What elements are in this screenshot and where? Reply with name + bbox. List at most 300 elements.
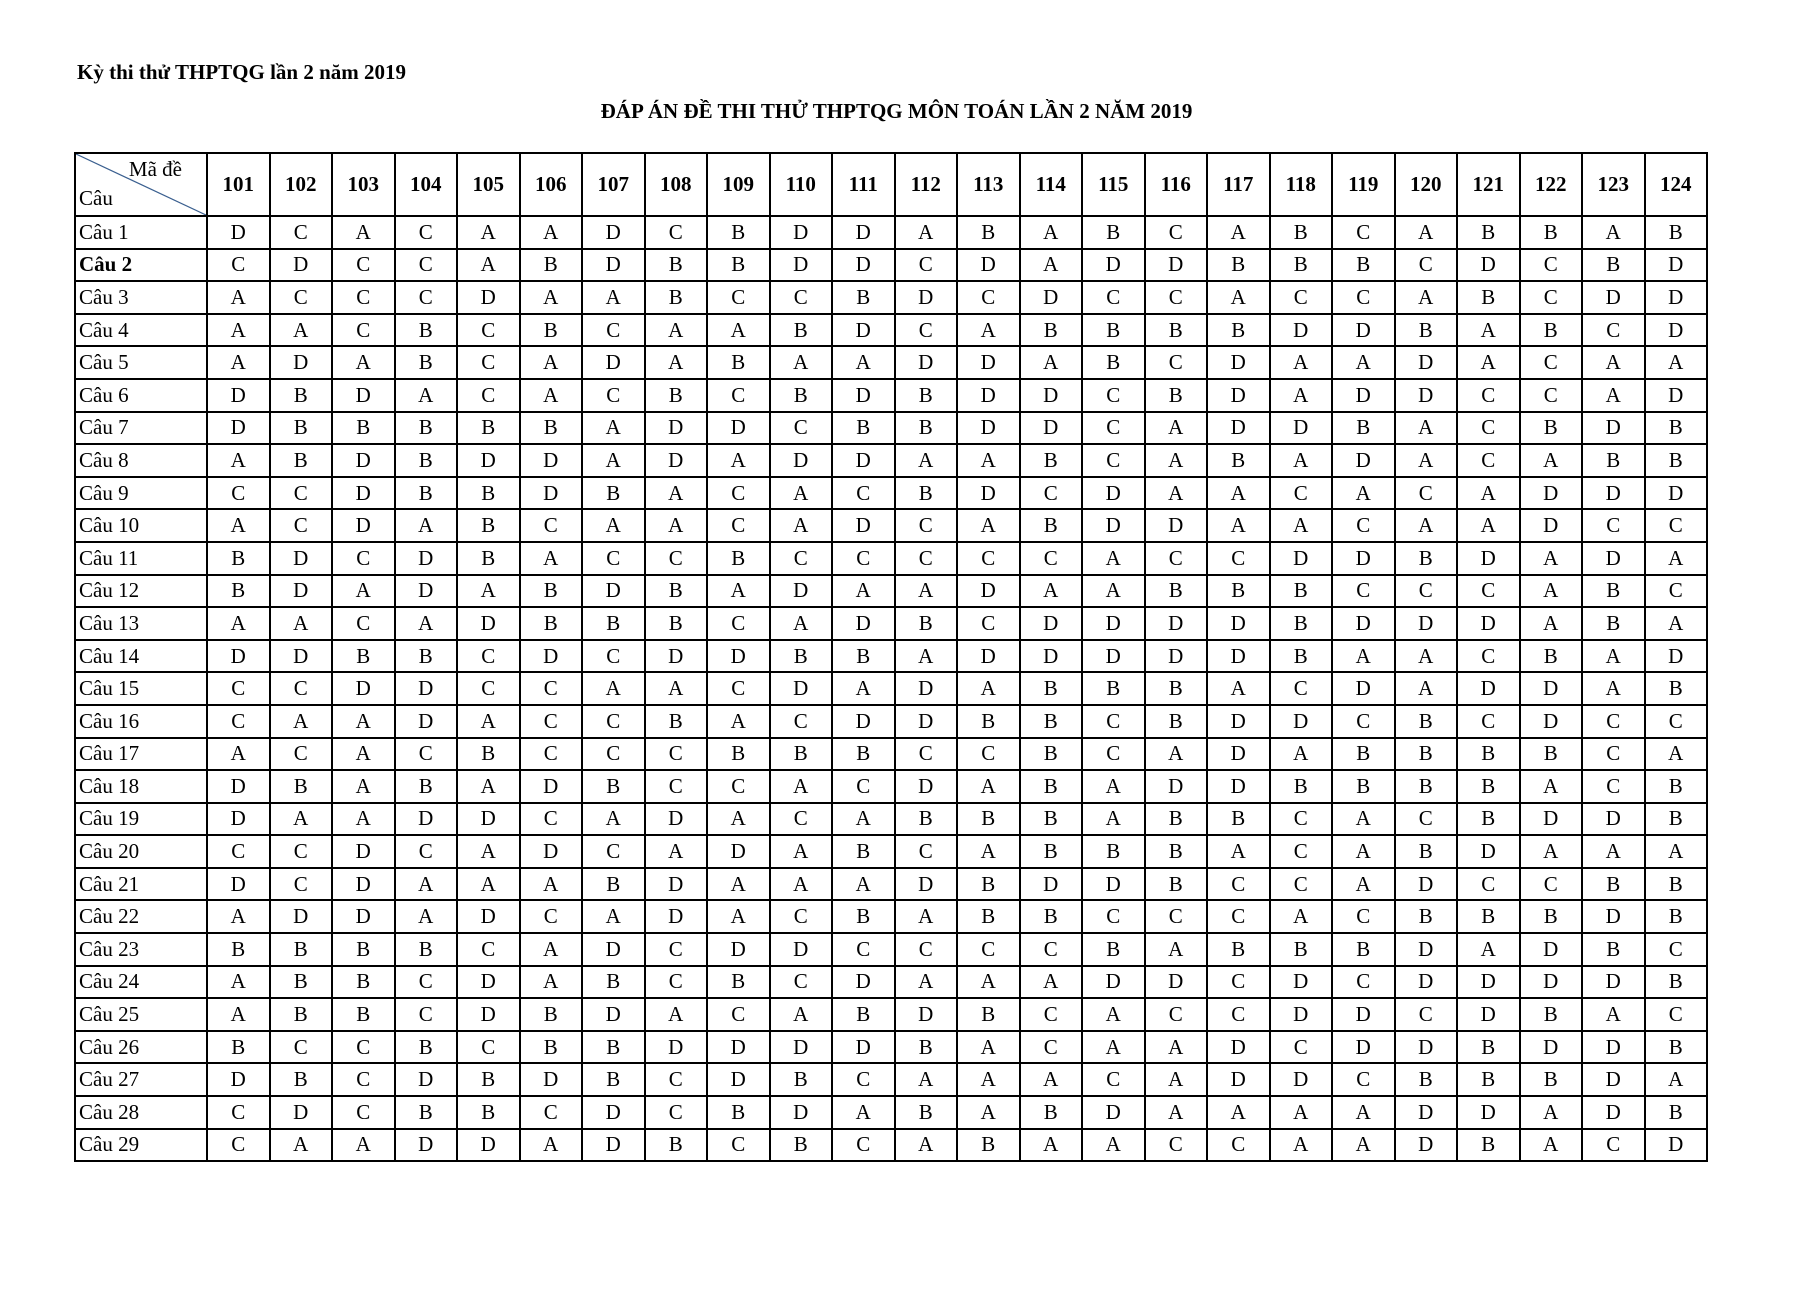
answer-cell: A [770, 835, 833, 868]
answer-cell: C [207, 477, 270, 510]
answer-cell: D [832, 509, 895, 542]
answer-cell: A [1082, 998, 1145, 1031]
answer-cell: D [1082, 509, 1145, 542]
answer-cell: B [270, 379, 333, 412]
answer-cell: D [707, 412, 770, 445]
answer-cell: A [332, 346, 395, 379]
answer-cell: A [1145, 1031, 1208, 1064]
answer-cell: B [395, 933, 458, 966]
answer-cell: B [1207, 933, 1270, 966]
question-label: Câu 29 [75, 1129, 207, 1162]
answer-cell: C [707, 379, 770, 412]
answer-cell: C [957, 542, 1020, 575]
answer-cell: D [1207, 640, 1270, 673]
answer-key-table [74, 152, 1708, 1162]
answer-cell: A [707, 803, 770, 836]
question-label: Câu 1 [75, 216, 207, 249]
answer-cell: C [645, 770, 708, 803]
answer-cell: B [1645, 216, 1708, 249]
answer-cell: A [770, 770, 833, 803]
answer-cell: D [395, 542, 458, 575]
answer-cell: A [270, 1129, 333, 1162]
answer-cell: D [832, 379, 895, 412]
answer-cell: A [1645, 1063, 1708, 1096]
answer-cell: B [645, 1129, 708, 1162]
answer-cell: D [895, 281, 958, 314]
table-header-row [75, 153, 1707, 216]
answer-cell: A [582, 412, 645, 445]
answer-cell: C [332, 1096, 395, 1129]
answer-cell: A [332, 705, 395, 738]
answer-cell: D [1457, 998, 1520, 1031]
answer-cell: B [1207, 249, 1270, 282]
answer-cell: D [832, 444, 895, 477]
answer-cell: A [1082, 575, 1145, 608]
answer-cell: B [395, 444, 458, 477]
answer-cell: C [1332, 966, 1395, 999]
answer-cell: B [1332, 412, 1395, 445]
answer-cell: C [1270, 1031, 1333, 1064]
answer-cell: D [1395, 607, 1458, 640]
answer-cell: B [1332, 933, 1395, 966]
exam-code-header: 118 [1270, 153, 1333, 216]
answer-cell: C [1332, 705, 1395, 738]
answer-cell: B [770, 379, 833, 412]
answer-cell: D [1395, 1031, 1458, 1064]
answer-cell: C [1270, 672, 1333, 705]
answer-cell: B [270, 412, 333, 445]
answer-cell: B [332, 966, 395, 999]
answer-cell: A [457, 249, 520, 282]
table-row [75, 900, 1707, 933]
table-row [75, 835, 1707, 868]
answer-cell: C [707, 672, 770, 705]
answer-cell: D [832, 607, 895, 640]
answer-cell: D [1645, 640, 1708, 673]
answer-cell: A [207, 509, 270, 542]
answer-cell: A [1207, 1096, 1270, 1129]
answer-cell: D [457, 444, 520, 477]
answer-cell: A [207, 998, 270, 1031]
answer-cell: C [270, 672, 333, 705]
answer-cell: D [1582, 1096, 1645, 1129]
answer-cell: A [520, 346, 583, 379]
answer-cell: D [1332, 998, 1395, 1031]
answer-cell: C [895, 509, 958, 542]
answer-cell: A [1457, 509, 1520, 542]
answer-cell: A [707, 575, 770, 608]
answer-cell: B [1520, 900, 1583, 933]
answer-cell: B [1645, 868, 1708, 901]
answer-cell: A [707, 314, 770, 347]
answer-cell: C [895, 542, 958, 575]
answer-cell: A [1270, 379, 1333, 412]
answer-cell: D [1582, 1063, 1645, 1096]
answer-cell: D [1520, 509, 1583, 542]
answer-cell: D [645, 803, 708, 836]
answer-cell: A [895, 444, 958, 477]
question-label: Câu 26 [75, 1031, 207, 1064]
answer-cell: A [1645, 346, 1708, 379]
answer-cell: C [707, 281, 770, 314]
answer-cell: D [1332, 1031, 1395, 1064]
answer-cell: C [645, 1063, 708, 1096]
table-row [75, 738, 1707, 771]
answer-cell: C [957, 738, 1020, 771]
answer-cell: B [1395, 770, 1458, 803]
answer-cell: B [1457, 1129, 1520, 1162]
answer-cell: D [895, 705, 958, 738]
answer-cell: B [1145, 803, 1208, 836]
answer-cell: B [332, 933, 395, 966]
answer-cell: D [1020, 281, 1083, 314]
answer-cell: D [270, 249, 333, 282]
answer-cell: C [332, 314, 395, 347]
answer-cell: A [957, 314, 1020, 347]
answer-cell: C [395, 998, 458, 1031]
answer-cell: C [1270, 868, 1333, 901]
answer-cell: C [707, 607, 770, 640]
answer-cell: B [395, 412, 458, 445]
answer-cell: C [645, 216, 708, 249]
answer-cell: A [332, 738, 395, 771]
answer-cell: C [457, 379, 520, 412]
answer-cell: C [770, 705, 833, 738]
answer-cell: C [1582, 705, 1645, 738]
answer-cell: D [957, 346, 1020, 379]
answer-cell: C [520, 705, 583, 738]
answer-cell: D [520, 770, 583, 803]
answer-cell: A [520, 216, 583, 249]
answer-cell: A [1020, 249, 1083, 282]
answer-cell: B [1582, 575, 1645, 608]
answer-cell: D [332, 509, 395, 542]
exam-code-header: 106 [520, 153, 583, 216]
answer-cell: D [1395, 868, 1458, 901]
answer-cell: A [1020, 966, 1083, 999]
answer-cell: A [1207, 835, 1270, 868]
answer-cell: A [832, 346, 895, 379]
answer-cell: D [832, 1031, 895, 1064]
answer-cell: A [457, 216, 520, 249]
answer-cell: D [270, 900, 333, 933]
answer-cell: B [520, 314, 583, 347]
answer-cell: B [582, 607, 645, 640]
answer-cell: A [270, 314, 333, 347]
answer-cell: D [1645, 281, 1708, 314]
answer-cell: B [1207, 803, 1270, 836]
answer-cell: D [582, 249, 645, 282]
answer-cell: A [1395, 672, 1458, 705]
table-row [75, 542, 1707, 575]
answer-cell: D [957, 575, 1020, 608]
answer-cell: A [895, 216, 958, 249]
answer-cell: B [957, 1129, 1020, 1162]
answer-cell: D [1020, 868, 1083, 901]
exam-code-header: 114 [1020, 153, 1083, 216]
answer-cell: B [1582, 249, 1645, 282]
answer-cell: C [1520, 249, 1583, 282]
answer-cell: B [1270, 575, 1333, 608]
answer-cell: C [1645, 575, 1708, 608]
answer-cell: A [1020, 575, 1083, 608]
answer-cell: B [707, 346, 770, 379]
answer-cell: C [1145, 900, 1208, 933]
answer-cell: B [1395, 835, 1458, 868]
answer-cell: C [832, 542, 895, 575]
answer-cell: A [457, 705, 520, 738]
answer-cell: B [1645, 444, 1708, 477]
answer-cell: A [395, 509, 458, 542]
answer-cell: A [1145, 1063, 1208, 1096]
answer-cell: D [457, 966, 520, 999]
answer-cell: C [832, 477, 895, 510]
question-label: Câu 11 [75, 542, 207, 575]
answer-cell: C [270, 868, 333, 901]
answer-cell: A [1332, 803, 1395, 836]
answer-cell: C [582, 835, 645, 868]
answer-cell: B [520, 998, 583, 1031]
answer-cell: C [395, 966, 458, 999]
answer-cell: B [957, 803, 1020, 836]
answer-cell: D [395, 803, 458, 836]
answer-cell: D [770, 249, 833, 282]
question-label: Câu 17 [75, 738, 207, 771]
answer-cell: C [1645, 998, 1708, 1031]
answer-cell: C [1395, 249, 1458, 282]
answer-cell: B [1082, 314, 1145, 347]
answer-cell: B [270, 1063, 333, 1096]
answer-cell: D [520, 835, 583, 868]
answer-cell: B [1645, 770, 1708, 803]
answer-cell: D [1332, 314, 1395, 347]
answer-cell: B [1145, 672, 1208, 705]
question-label: Câu 27 [75, 1063, 207, 1096]
answer-cell: B [1520, 738, 1583, 771]
answer-cell: A [207, 444, 270, 477]
answer-cell: C [1332, 1063, 1395, 1096]
answer-cell: C [582, 640, 645, 673]
table-row [75, 998, 1707, 1031]
answer-cell: C [270, 477, 333, 510]
answer-cell: C [1332, 281, 1395, 314]
answer-cell: C [1520, 346, 1583, 379]
answer-cell: C [207, 249, 270, 282]
question-label: Câu 24 [75, 966, 207, 999]
answer-cell: B [270, 933, 333, 966]
answer-cell: B [1395, 542, 1458, 575]
answer-cell: A [957, 835, 1020, 868]
answer-cell: C [1645, 509, 1708, 542]
answer-cell: B [1332, 249, 1395, 282]
answer-cell: A [1520, 1129, 1583, 1162]
answer-cell: D [832, 249, 895, 282]
answer-cell: D [1145, 966, 1208, 999]
answer-cell: A [895, 575, 958, 608]
answer-cell: B [582, 868, 645, 901]
table-row [75, 770, 1707, 803]
answer-cell: C [707, 509, 770, 542]
answer-cell: B [957, 705, 1020, 738]
answer-cell: C [1582, 738, 1645, 771]
answer-cell: D [1207, 770, 1270, 803]
table-row [75, 1063, 1707, 1096]
answer-cell: C [1082, 1063, 1145, 1096]
answer-cell: D [270, 542, 333, 575]
answer-cell: C [1082, 900, 1145, 933]
answer-cell: A [520, 379, 583, 412]
answer-cell: B [770, 1129, 833, 1162]
answer-cell: B [1645, 672, 1708, 705]
table-row [75, 477, 1707, 510]
answer-cell: B [582, 966, 645, 999]
answer-cell: A [895, 1129, 958, 1162]
answer-cell: C [1270, 803, 1333, 836]
answer-cell: A [1582, 346, 1645, 379]
answer-cell: C [332, 542, 395, 575]
answer-cell: D [1582, 281, 1645, 314]
answer-cell: B [207, 542, 270, 575]
answer-cell: D [1645, 1129, 1708, 1162]
answer-cell: B [457, 509, 520, 542]
answer-cell: C [520, 672, 583, 705]
answer-cell: A [1270, 346, 1333, 379]
answer-cell: A [1332, 346, 1395, 379]
answer-cell: B [832, 738, 895, 771]
answer-cell: A [520, 281, 583, 314]
table-row [75, 966, 1707, 999]
answer-cell: B [582, 1063, 645, 1096]
answer-cell: A [207, 900, 270, 933]
answer-cell: B [895, 803, 958, 836]
answer-cell: A [1082, 1031, 1145, 1064]
answer-cell: D [1270, 412, 1333, 445]
answer-cell: D [1020, 379, 1083, 412]
answer-cell: D [1207, 705, 1270, 738]
answer-cell: D [457, 998, 520, 1031]
answer-cell: A [1582, 835, 1645, 868]
answer-cell: D [395, 1063, 458, 1096]
answer-cell: B [832, 640, 895, 673]
answer-cell: C [395, 249, 458, 282]
answer-cell: D [270, 640, 333, 673]
answer-cell: C [1207, 868, 1270, 901]
answer-cell: B [1395, 738, 1458, 771]
answer-cell: A [957, 509, 1020, 542]
answer-cell: A [332, 1129, 395, 1162]
table-row [75, 379, 1707, 412]
exam-code-header: 116 [1145, 153, 1208, 216]
answer-cell: D [957, 640, 1020, 673]
answer-cell: D [1457, 1096, 1520, 1129]
answer-cell: D [1332, 672, 1395, 705]
answer-cell: C [1207, 998, 1270, 1031]
question-label: Câu 7 [75, 412, 207, 445]
answer-cell: C [582, 705, 645, 738]
answer-cell: A [895, 966, 958, 999]
answer-cell: C [895, 835, 958, 868]
answer-cell: D [457, 607, 520, 640]
exam-code-header: 122 [1520, 153, 1583, 216]
answer-cell: D [1332, 444, 1395, 477]
question-label: Câu 21 [75, 868, 207, 901]
answer-cell: D [207, 379, 270, 412]
answer-cell: A [1082, 770, 1145, 803]
question-label: Câu 16 [75, 705, 207, 738]
question-label: Câu 8 [75, 444, 207, 477]
table-row [75, 803, 1707, 836]
answer-cell: A [1270, 509, 1333, 542]
answer-cell: D [1145, 249, 1208, 282]
answer-cell: D [1082, 477, 1145, 510]
answer-cell: D [895, 770, 958, 803]
question-label: Câu 18 [75, 770, 207, 803]
answer-cell: B [770, 738, 833, 771]
answer-cell: D [457, 281, 520, 314]
exam-code-header-label: Mã đề [128, 157, 182, 181]
answer-cell: C [645, 738, 708, 771]
exam-code-header: 108 [645, 153, 708, 216]
answer-cell: A [1332, 477, 1395, 510]
answer-cell: A [1395, 412, 1458, 445]
table-row [75, 607, 1707, 640]
answer-cell: A [1145, 933, 1208, 966]
answer-cell: D [1270, 1063, 1333, 1096]
answer-cell: A [1332, 835, 1395, 868]
answer-cell: D [770, 933, 833, 966]
question-label: Câu 13 [75, 607, 207, 640]
answer-cell: A [520, 933, 583, 966]
answer-cell: C [1582, 314, 1645, 347]
question-label: Câu 19 [75, 803, 207, 836]
answer-cell: C [1145, 281, 1208, 314]
answer-cell: B [1082, 933, 1145, 966]
answer-cell: A [895, 900, 958, 933]
answer-cell: A [1520, 444, 1583, 477]
table-row [75, 705, 1707, 738]
exam-code-header: 119 [1332, 153, 1395, 216]
answer-cell: C [457, 1031, 520, 1064]
answer-cell: A [770, 868, 833, 901]
answer-cell: D [645, 900, 708, 933]
answer-cell: C [895, 249, 958, 282]
answer-cell: B [207, 933, 270, 966]
answer-cell: D [1582, 900, 1645, 933]
answer-cell: C [1270, 281, 1333, 314]
answer-cell: D [1020, 607, 1083, 640]
answer-cell: C [1145, 542, 1208, 575]
answer-cell: C [707, 998, 770, 1031]
answer-cell: A [1082, 542, 1145, 575]
answer-cell: D [1520, 477, 1583, 510]
answer-cell: A [770, 998, 833, 1031]
answer-cell: A [957, 770, 1020, 803]
answer-cell: A [582, 803, 645, 836]
exam-code-header: 121 [1457, 153, 1520, 216]
answer-cell: B [1332, 770, 1395, 803]
answer-cell: B [1020, 900, 1083, 933]
answer-cell: B [1270, 216, 1333, 249]
answer-cell: D [395, 575, 458, 608]
answer-cell: D [1457, 249, 1520, 282]
answer-cell: C [1270, 477, 1333, 510]
answer-cell: D [270, 346, 333, 379]
question-label: Câu 3 [75, 281, 207, 314]
answer-cell: B [895, 1031, 958, 1064]
answer-cell: B [1270, 607, 1333, 640]
answer-cell: C [1332, 216, 1395, 249]
exam-code-header: 123 [1582, 153, 1645, 216]
